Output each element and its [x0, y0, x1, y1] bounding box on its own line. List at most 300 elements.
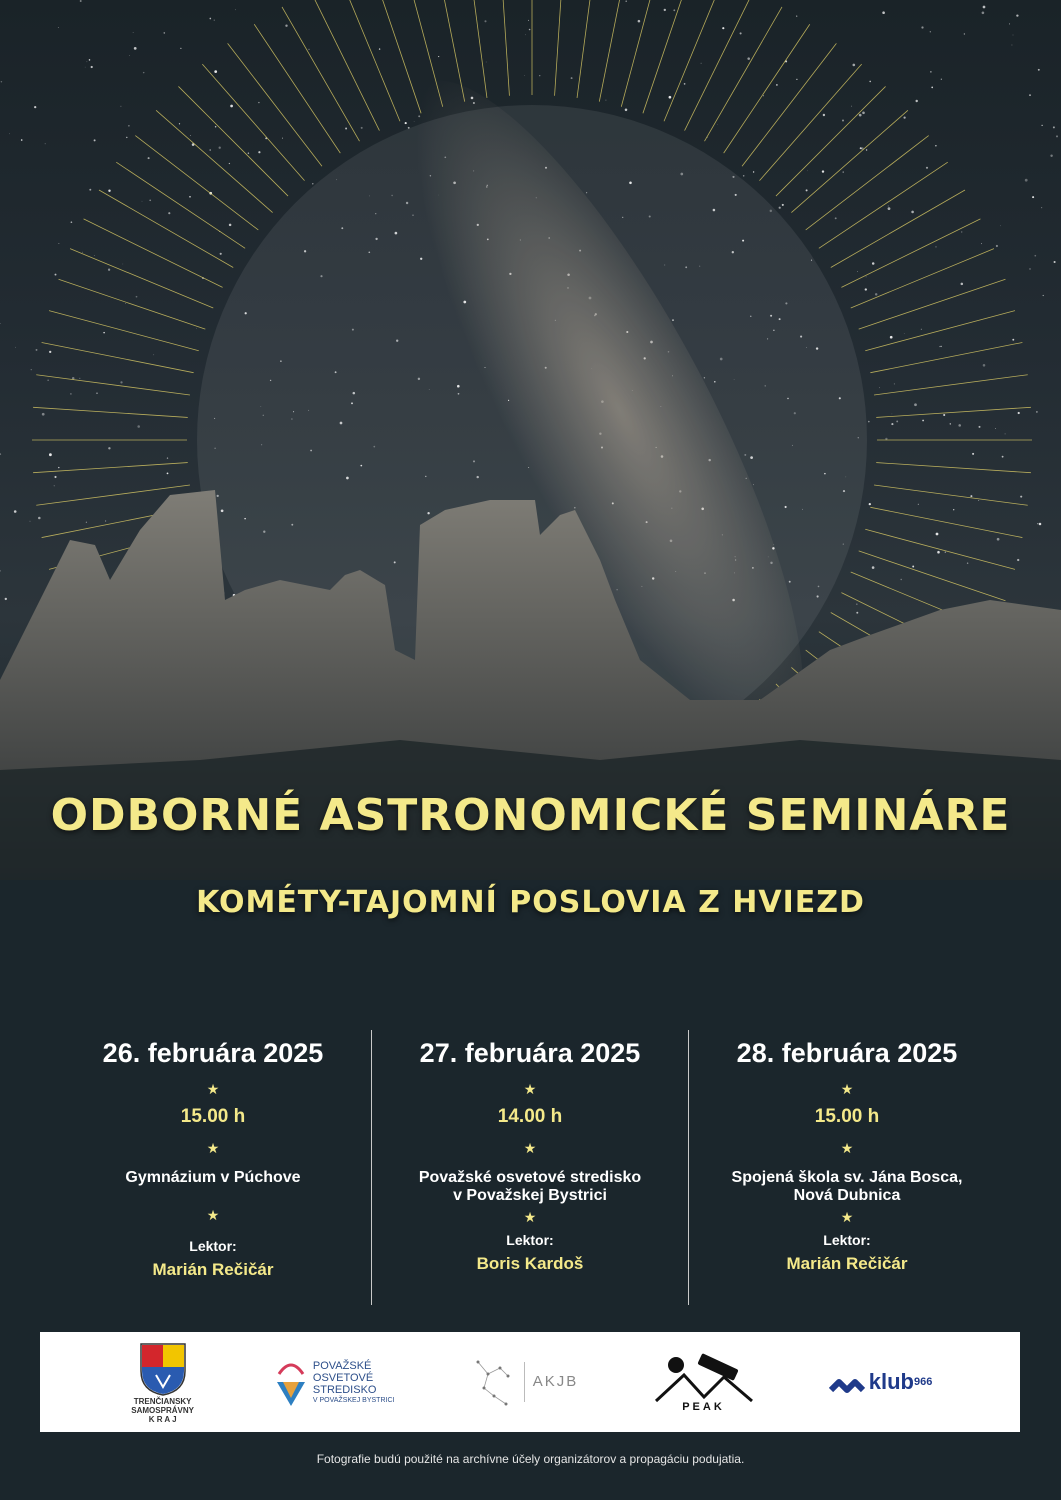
star-dot [129, 55, 130, 56]
star-dot [868, 421, 870, 423]
star-dot [539, 75, 540, 76]
star-dot [1009, 23, 1010, 24]
star-dot [45, 143, 46, 144]
star-dot [701, 63, 702, 64]
star-dot [896, 420, 898, 422]
star-dot [180, 48, 181, 49]
star-dot [31, 369, 32, 370]
star-dot [258, 151, 260, 153]
star-icon: ★ [840, 1209, 854, 1225]
klub-superscript: 966 [914, 1376, 933, 1388]
star-dot [571, 77, 573, 79]
star-dot [153, 354, 154, 355]
ray-line [555, 0, 565, 96]
ray-line [776, 86, 886, 196]
star-dot [915, 100, 917, 102]
ray-line [33, 463, 188, 473]
star-dot [856, 604, 857, 605]
star-dot [214, 20, 215, 21]
ray-line [178, 86, 288, 196]
star-dot [149, 199, 151, 201]
star-dot [126, 137, 127, 138]
star-dot [722, 27, 724, 29]
star-dot [1054, 261, 1056, 263]
star-dot [1037, 523, 1038, 524]
star-dot [851, 106, 852, 107]
ray-line [99, 190, 233, 268]
star-dot [978, 500, 979, 501]
star-dot [136, 296, 138, 298]
ray-line [499, 0, 509, 96]
star-dot [1011, 45, 1012, 46]
star-dot [822, 170, 824, 172]
star-dot [939, 346, 940, 347]
star-dot [248, 152, 249, 153]
star-dot [345, 128, 347, 130]
star-dot [926, 167, 928, 169]
ray-line [577, 0, 597, 98]
star-dot [912, 566, 914, 568]
star-dot [941, 79, 942, 80]
event-place-line2: Nová Dubnica [793, 1187, 901, 1204]
star-dot [779, 207, 781, 209]
pos-logo [273, 1354, 395, 1410]
ray-line [870, 507, 1022, 537]
star-dot [935, 145, 936, 146]
ray-line [859, 279, 1006, 329]
star-dot [48, 380, 49, 381]
event-place-line2: v Považskej Bystrici [453, 1187, 607, 1204]
star-dot [134, 47, 137, 50]
star-dot [1018, 412, 1020, 414]
lector-label: Lektor: [189, 1238, 237, 1254]
star-dot [486, 62, 487, 63]
ray-line [49, 311, 199, 351]
star-dot [219, 147, 221, 149]
star-dot [930, 71, 931, 72]
star-dot [1029, 268, 1030, 269]
star-dot [89, 189, 91, 191]
star-dot [1050, 154, 1052, 156]
event-column-2 [371, 1030, 688, 1305]
coat-of-arms-icon [138, 1341, 188, 1397]
star-dot [1000, 226, 1001, 227]
star-dot [229, 224, 232, 227]
star-dot [189, 196, 191, 198]
star-dot [1005, 433, 1006, 434]
star-dot [961, 231, 962, 232]
ray-line [865, 311, 1015, 351]
page-subtitle: KOMÉTY-TAJOMNÍ POSLOVIA Z HVIEZD [196, 885, 865, 920]
akjb-text: AKJB [532, 1373, 579, 1390]
star-icon: ★ [840, 1081, 854, 1097]
star-dot [664, 9, 666, 11]
star-dot [930, 31, 931, 32]
star-dot [983, 6, 986, 9]
star-dot [87, 61, 88, 62]
star-dot [9, 133, 10, 134]
star-dot [142, 201, 143, 202]
star-dot [79, 378, 80, 379]
ray-line [831, 190, 965, 268]
star-dot [1012, 339, 1014, 341]
event-date: 27. februára 2025 [419, 1038, 641, 1068]
star-dot [168, 212, 170, 214]
star-dot [888, 206, 889, 207]
star-dot [235, 9, 236, 10]
star-dot [1029, 94, 1031, 96]
star-dot [86, 522, 87, 523]
star-dot [190, 135, 191, 136]
star-dot [981, 243, 982, 244]
star-dot [978, 426, 980, 428]
star-icon: ★ [206, 1207, 220, 1223]
event-place: Spojená škola sv. Jána Bosca, [731, 1169, 963, 1186]
star-dot [753, 171, 754, 172]
star-dot [49, 351, 51, 353]
lector-name: Marián Rečičár [152, 1260, 274, 1279]
star-dot [747, 57, 750, 60]
star-dot [148, 157, 150, 159]
star-dot [54, 476, 56, 478]
star-dot [30, 521, 31, 522]
star-dot [379, 48, 380, 49]
star-dot [167, 457, 168, 458]
ray-line [59, 279, 206, 329]
star-dot [220, 253, 222, 255]
star-dot [961, 283, 964, 286]
event-column-1 [55, 1030, 371, 1305]
star-dot [964, 33, 965, 34]
star-dot [869, 503, 871, 505]
star-dot [1039, 523, 1042, 526]
ray-line [664, 0, 723, 121]
sponsor-logos [40, 1332, 1020, 1432]
star-dot [49, 453, 52, 456]
star-dot [120, 381, 122, 383]
star-dot [1032, 196, 1034, 198]
star-dot [669, 96, 672, 99]
star-dot [866, 276, 867, 277]
star-dot [89, 59, 91, 61]
lector-label: Lektor: [506, 1232, 554, 1248]
star-dot [935, 246, 936, 247]
star-dot [1036, 411, 1038, 413]
star-dot [638, 20, 641, 23]
star-dot [900, 579, 901, 580]
star-dot [14, 510, 17, 513]
star-dot [869, 81, 871, 83]
star-dot [931, 87, 933, 89]
ray-line [865, 529, 1015, 569]
star-dot [524, 75, 525, 76]
events-list [55, 1030, 1005, 1305]
star-icon: ★ [523, 1209, 537, 1225]
star-icon: ★ [840, 1140, 854, 1156]
star-dot [903, 116, 905, 118]
star-dot [71, 221, 73, 223]
star-dot [167, 473, 169, 475]
star-dot [1041, 207, 1042, 208]
lector-label: Lektor: [823, 1232, 871, 1248]
star-dot [740, 32, 742, 34]
star-dot [215, 126, 216, 127]
star-dot [743, 175, 745, 177]
ray-line [851, 249, 994, 308]
star-dot [282, 138, 283, 139]
star-dot [0, 453, 1, 454]
star-dot [875, 293, 877, 295]
ray-line [33, 407, 188, 417]
star-dot [143, 72, 144, 73]
event-date: 26. februára 2025 [102, 1038, 324, 1068]
star-dot [967, 562, 968, 563]
star-dot [1002, 456, 1004, 458]
ray-line [859, 551, 1006, 601]
star-dot [856, 612, 858, 614]
tsk-logo [128, 1341, 198, 1424]
tsk-text: TRENČIANSKY SAMOSPRÁVNY K R A J [131, 1396, 194, 1424]
event-date: 28. februára 2025 [736, 1038, 958, 1068]
star-dot [983, 364, 986, 367]
star-dot [308, 49, 309, 50]
ray-line [341, 0, 400, 121]
lector-name: Boris Kardoš [476, 1254, 584, 1273]
star-dot [862, 112, 865, 115]
star-dot [58, 467, 59, 468]
ray-line [874, 375, 1028, 395]
star-dot [914, 403, 917, 406]
star-dot [525, 34, 526, 35]
star-dot [1017, 559, 1019, 561]
ray-line [621, 0, 661, 107]
star-dot [835, 217, 837, 219]
star-dot [120, 106, 121, 107]
star-dot [484, 20, 486, 22]
lector-name: Marián Rečičár [786, 1254, 908, 1273]
star-dot [1043, 295, 1044, 296]
star-dot [982, 12, 985, 15]
star-dot [904, 333, 905, 334]
star-dot [796, 79, 797, 80]
event-time: 15.00 h [180, 1106, 246, 1127]
star-dot [94, 255, 95, 256]
star-dot [196, 328, 197, 329]
star-dot [673, 9, 675, 11]
star-dot [58, 27, 59, 28]
star-dot [258, 102, 259, 103]
star-dot [1, 81, 2, 82]
star-dot [361, 127, 363, 129]
star-dot [823, 114, 825, 116]
star-dot [996, 245, 998, 247]
star-dot [865, 288, 867, 290]
star-dot [36, 349, 38, 351]
star-dot [1013, 35, 1014, 36]
star-dot [717, 124, 718, 125]
star-dot [945, 552, 946, 553]
star-dot [214, 70, 217, 73]
peak-logo [654, 1353, 754, 1412]
star-dot [21, 139, 23, 141]
ray-line [599, 0, 629, 102]
star-dot [54, 485, 55, 486]
star-dot [936, 533, 939, 536]
ray-line [841, 219, 980, 288]
star-dot [55, 274, 57, 276]
ray-line [42, 342, 194, 372]
star-dot [105, 520, 106, 521]
ray-line [311, 0, 380, 131]
event-column-3 [688, 1030, 1005, 1305]
star-dot [882, 11, 885, 14]
star-dot [108, 190, 110, 192]
star-dot [684, 83, 686, 85]
star-dot [857, 271, 858, 272]
ray-line [791, 110, 908, 212]
star-dot [38, 517, 41, 520]
star-dot [125, 303, 126, 304]
pos-line-4: V POVAŽSKEJ BYSTRICI [312, 1396, 395, 1404]
ray-line [876, 463, 1031, 473]
ray-line [685, 0, 754, 131]
star-dot [1020, 496, 1022, 498]
footer-note: Fotografie budú použité na archívne účely organizátorov a propagáciu podujatia. [316, 1452, 745, 1466]
star-dot [843, 171, 844, 172]
star-icon: ★ [206, 1140, 220, 1156]
star-dot [892, 414, 893, 415]
star-dot [133, 32, 134, 33]
star-dot [229, 163, 230, 164]
star-dot [890, 336, 893, 339]
ray-line [282, 7, 360, 141]
ray-line [870, 342, 1022, 372]
event-place: Považské osvetové stredisko [418, 1169, 642, 1186]
star-dot [625, 0, 626, 1]
star-dot [91, 66, 93, 68]
star-dot [15, 347, 16, 348]
star-dot [891, 423, 893, 425]
star-dot [879, 387, 880, 388]
ray-line [36, 375, 190, 395]
event-time: 15.00 h [814, 1106, 880, 1127]
star-dot [1038, 69, 1040, 71]
telescope-mountain-icon [654, 1353, 754, 1403]
star-dot [995, 428, 996, 429]
ray-line [202, 64, 304, 181]
star-dot [1056, 135, 1058, 137]
star-dot [921, 26, 923, 28]
star-dot [807, 170, 808, 171]
star-dot [1025, 179, 1028, 182]
constellation-icon [470, 1354, 516, 1410]
star-dot [997, 538, 1000, 541]
pos-line-3: STREDISKO [312, 1383, 377, 1396]
star-dot [1016, 14, 1018, 16]
pos-line-2: OSVETOVÉ [312, 1371, 374, 1384]
klub-text: klub [868, 1369, 914, 1394]
star-dot [852, 64, 855, 67]
star-dot [285, 25, 287, 27]
star-dot [911, 211, 914, 214]
klub-mark-icon [829, 1370, 865, 1394]
star-dot [528, 20, 529, 21]
ray-line [643, 0, 693, 113]
star-dot [953, 509, 954, 510]
star-dot [860, 147, 862, 149]
star-dot [1034, 255, 1036, 257]
star-dot [122, 264, 123, 265]
event-time: 14.00 h [497, 1106, 563, 1127]
star-dot [859, 114, 862, 117]
star-dot [972, 453, 974, 455]
star-icon: ★ [206, 1081, 220, 1097]
ray-line [705, 7, 783, 141]
star-dot [108, 269, 110, 271]
star-dot [209, 149, 211, 151]
star-dot [108, 447, 110, 449]
star-dot [866, 149, 867, 150]
star-dot [5, 598, 7, 600]
star-dot [950, 423, 951, 424]
star-dot [958, 424, 961, 427]
ray-line [84, 219, 223, 288]
star-dot [103, 332, 105, 334]
star-dot [0, 570, 1, 571]
star-dot [179, 123, 180, 124]
star-dot [872, 262, 875, 265]
klub966-logo [829, 1369, 933, 1395]
star-dot [96, 392, 97, 393]
star-dot [85, 67, 86, 68]
ray-line [874, 485, 1028, 505]
star-dot [1042, 125, 1043, 126]
ray-line [156, 110, 273, 212]
star-dot [59, 243, 60, 244]
star-dot [1053, 126, 1055, 128]
ray-line [876, 407, 1031, 417]
star-dot [34, 106, 36, 108]
ray-line [467, 0, 487, 98]
star-dot [922, 420, 924, 422]
star-dot [128, 125, 130, 127]
star-icon: ★ [523, 1140, 537, 1156]
pos-line-1: POVAŽSKÉ [312, 1359, 372, 1372]
star-dot [163, 32, 165, 34]
star-dot [776, 84, 778, 86]
star-dot [763, 95, 764, 96]
star-dot [625, 109, 628, 112]
star-dot [943, 414, 945, 416]
star-dot [438, 56, 439, 57]
star-dot [605, 100, 606, 101]
star-dot [782, 204, 784, 206]
star-dot [94, 139, 96, 141]
star-dot [209, 18, 211, 20]
star-dot [894, 383, 895, 384]
star-dot [137, 425, 140, 428]
star-dot [312, 183, 313, 184]
star-dot [937, 551, 940, 554]
star-dot [42, 413, 45, 416]
star-dot [796, 15, 797, 16]
star-dot [82, 252, 83, 253]
ray-line [759, 64, 861, 181]
pos-emblem-icon [273, 1354, 309, 1410]
star-dot [940, 346, 941, 347]
event-place: Gymnázium v Púchove [125, 1169, 301, 1186]
star-dot [872, 566, 875, 569]
